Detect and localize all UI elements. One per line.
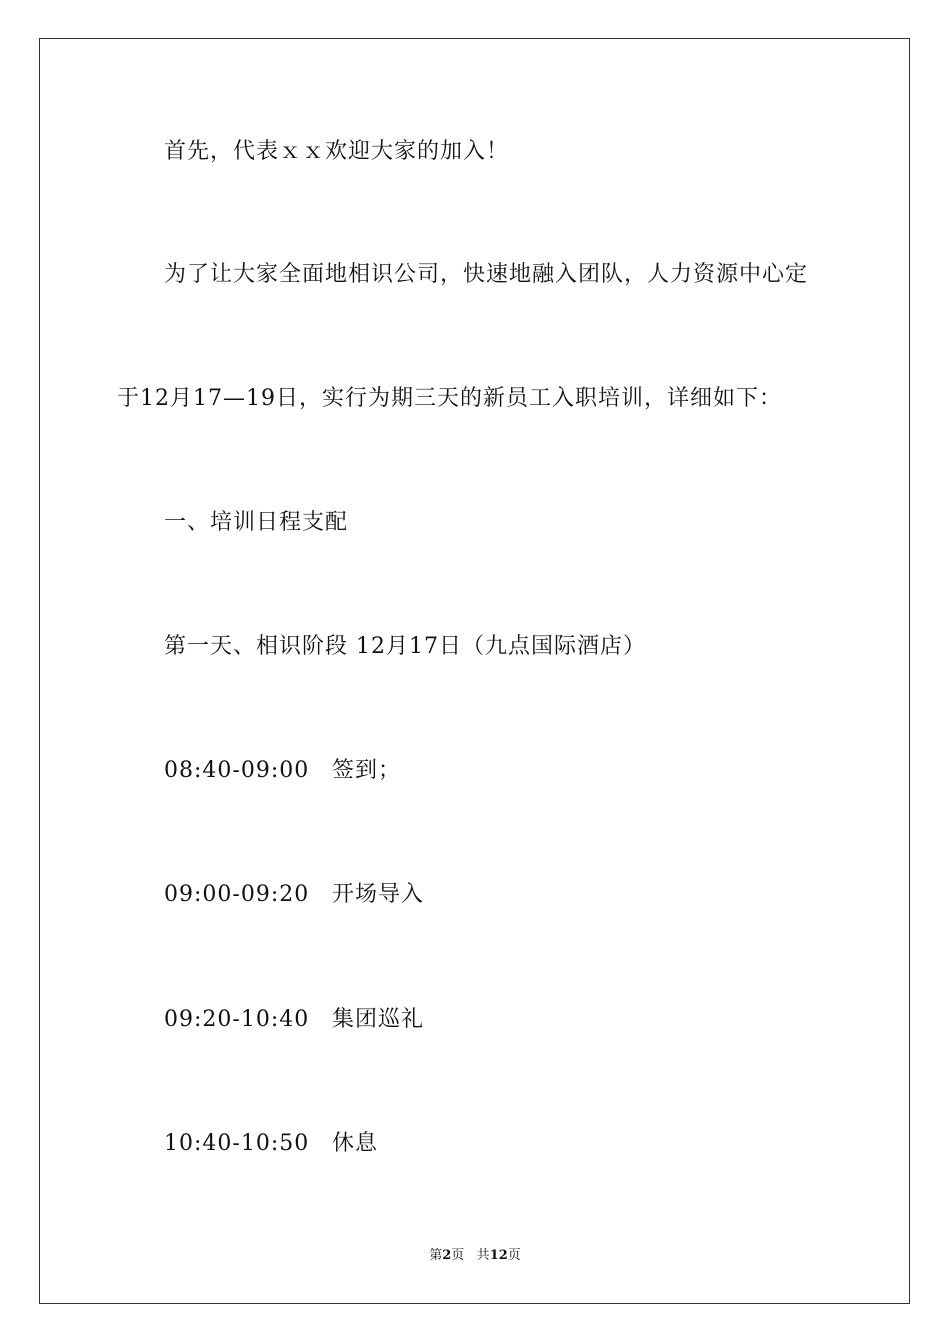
schedule-activity: 签到； — [332, 758, 402, 783]
schedule-activity: 开场导入 — [332, 882, 425, 907]
paragraph-welcome: 首先，代表ｘｘ欢迎大家的加入！ — [164, 139, 510, 164]
total-suffix: 页 — [507, 1248, 521, 1263]
schedule-row — [164, 758, 401, 784]
schedule-time: 10:40-10:50 — [164, 1131, 310, 1156]
paragraph-intro-line-1: 为了让大家全面地相识公司，快速地融入团队，人力资源中心定 — [164, 262, 809, 287]
total-prefix: 共 — [476, 1248, 490, 1263]
schedule-time: 08:40-09:00 — [164, 758, 310, 783]
total-pages: 12 — [489, 1248, 508, 1263]
section-heading: 一、培训日程支配 — [164, 510, 349, 535]
schedule-row — [164, 1131, 378, 1157]
page-footer — [0, 1248, 950, 1264]
schedule-row — [164, 882, 424, 908]
page-prefix: 第 — [429, 1248, 443, 1263]
page-frame — [39, 38, 910, 1304]
schedule-activity: 休息 — [332, 1131, 379, 1156]
schedule-time: 09:00-09:20 — [164, 882, 310, 907]
day-one-heading: 第一天、相识阶段 12月17日（九点国际酒店） — [164, 634, 646, 659]
page-suffix: 页 — [451, 1248, 465, 1263]
page-number: 2 — [442, 1248, 452, 1263]
schedule-activity: 集团巡礼 — [332, 1007, 425, 1032]
schedule-row — [164, 1007, 424, 1033]
schedule-time: 09:20-10:40 — [164, 1007, 310, 1032]
paragraph-intro-line-2: 于12月17—19日，实行为期三天的新员工入职培训，详细如下： — [117, 386, 782, 411]
